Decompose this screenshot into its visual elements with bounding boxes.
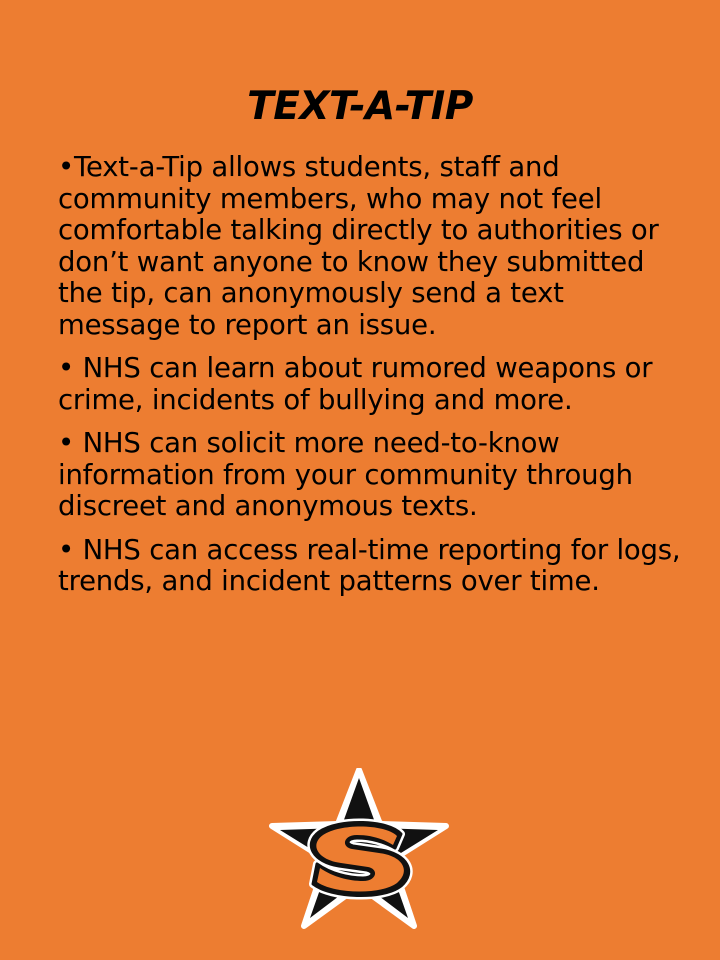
bullet-item — [58, 428, 688, 523]
bullet-marker: • — [58, 533, 83, 566]
bullet-text: NHS can access real-time reporting for logs, trends, and incident patterns over time. — [58, 533, 681, 597]
slide-title: TEXT-A-TIP — [247, 84, 473, 129]
bullet-list — [58, 152, 688, 610]
bullet-marker: • — [58, 427, 83, 459]
bullet-text: NHS can learn about rumored weapons or crime, incidents of bullying and more. — [58, 352, 653, 416]
bullet-marker: • — [58, 151, 75, 183]
bullet-item — [58, 152, 688, 341]
star-s-logo-icon — [268, 768, 450, 930]
bullet-item — [58, 535, 688, 598]
bullet-marker: • — [58, 352, 83, 384]
bullet-text: NHS can solicit more need-to-know information from your community through discreet and anonymous texts. — [58, 427, 633, 522]
bullet-text: Text-a-Tip allows students, staff and community members, who may not feel comfortable talking directly to authorities or don’t want anyone to know they submitted the tip, can anonymously send a text message to report an issue. — [58, 151, 659, 341]
bullet-item — [58, 353, 688, 416]
